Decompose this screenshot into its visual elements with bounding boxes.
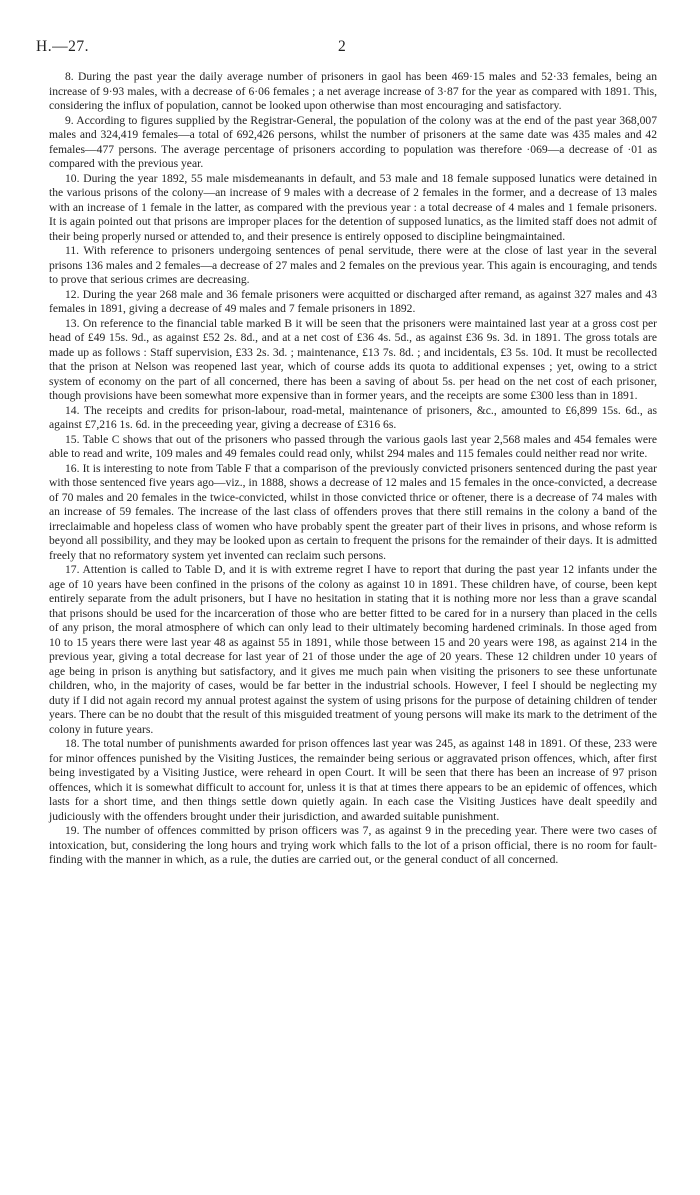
paragraph-13: 13. On reference to the financial table marked B it will be seen that the prisoners were maintained last year at a gross cost per head of £49 15s. 9d., as against £52 2s. 8d., and at a net cost of £36 4s. 5d., as against £36 9s. 3d. in 1891. The gross totals are made up as follows : Staff supervision, £33 2s. 3d. ; maintenance, £13 7s. 8d. ; and incidentals, £3 5s. 10d. It must be recollected that the prison at Nelson was reopened last year, which of course adds its quota to additional expenses ; yet, owing to a strict system of economy on the part of all concerned, there has been a saving of about 5s. per head on the net cost of each prisoner, though provisions have been somewhat more expensive than in former years, and the receipts are some £300 less than in 1891. <box>49 316 657 402</box>
paragraph-8: 8. During the past year the daily average number of prisoners in gaol has been 469·15 males and 52·33 females, being an increase of 9·93 males, with a decrease of 6·06 females ; a net average increase of 3·87 for the year as compared with 1891. This, considering the influx of population, cannot be looked upon otherwise than most encouraging and satisfactory. <box>49 70 657 112</box>
paragraph-9: 9. According to figures supplied by the Registrar-General, the population of the colony was at the end of the past year 368,007 males and 324,419 females—a total of 692,426 persons, whilst the number of prisoners at the same date was 435 males and 42 females—477 persons. The average percentage of prisoners according to population was therefore ·069—a decrease of ·01 as compared with the previous year. <box>49 113 657 170</box>
page-header <box>36 38 664 58</box>
report-body <box>49 70 657 868</box>
document-reference: H.—27. <box>36 38 89 55</box>
paragraph-19: 19. The number of offences committed by prison officers was 7, as against 9 in the preceding year. There were two cases of intoxication, but, considering the long hours and trying work which falls to the lot of a prison official, there is no room for fault-finding with the manner in which, as a rule, the duties are carried out, or the general conduct of all concerned. <box>49 824 657 866</box>
paragraph-12: 12. During the year 268 male and 36 female prisoners were acquitted or discharged after remand, as against 327 males and 43 females in 1891, giving a decrease of 49 males and 7 female prisoners in 1892. <box>49 287 657 315</box>
paragraph-10: 10. During the year 1892, 55 male misdemeanants in default, and 53 male and 18 female supposed lunatics were detained in the various prisons of the colony—an increase of 9 males with a decrease of 2 females in the former, and a decrease of 13 males with an increase of 1 female in the latter, as compared with the previous year : a total decrease of 4 males and 1 female prisoners. It is again pointed out that prisons are improper places for the detention of supposed lunatics, as the limited staff does not admit of their being properly nursed or attended to, and their presence is entirely opposed to discipline beingmaintained. <box>49 171 657 243</box>
paragraph-16: 16. It is interesting to note from Table F that a comparison of the previously convicted prisoners sentenced during the past year with those sentenced five years ago—viz., in 1888, shows a decrease of 12 males and 15 females in the once-convicted, a decrease of 70 males and 20 females in the twice-convicted, whilst in those convicted thrice or oftener, there is a decrease of 74 males with an increase of 59 females. The increase of the last class of offenders proves that there still remains in the colony a band of the irreclaimable and hopeless class of women who have probably spent the greater part of their lives in prisons, and whose reform is beyond all possibility, and they may be looked upon as certain to frequent the prisons for the remainder of their days. It is admitted freely that no reformatory system yet invented can reclaim such persons. <box>49 461 657 562</box>
page-number: 2 <box>338 38 346 55</box>
paragraph-14: 14. The receipts and credits for prison-labour, road-metal, maintenance of prisoners, &c., amounted to £6,899 15s. 6d., as against £7,216 1s. 6d. in the preceeding year, giving a decrease of £316 6s. <box>49 403 657 431</box>
paragraph-15: 15. Table C shows that out of the prisoners who passed through the various gaols last year 2,568 males and 454 females were able to read and write, 109 males and 49 females could read only, whilst 294 males and 115 females could neither read nor write. <box>49 432 657 460</box>
paragraph-17: 17. Attention is called to Table D, and it is with extreme regret I have to report that during the past year 12 infants under the age of 10 years have been confined in the prisons of the colony as against 10 in 1891. These children have, of course, been kept entirely separate from the adult prisoners, but I have no hesitation in stating that it is nothing more nor less than a grave scandal that prisons should be used for the incarceration of those who are better fitted to be cared for in a nursery than placed in the cells of any prison, the moral atmosphere of which can only lead to their ultimately becoming hardened criminals. In those aged from 10 to 15 years there were last year 48 as against 55 in 1891, while those between 15 and 20 years were 198, as against 214 in the previous year, giving a total decrease for last year of 21 of those under the age of 20 years. These 12 children under 10 years of age being in prison is anything but satisfactory, and it gives me much pain when visiting the prisoners to see these unfortunate children, who, in the majority of cases, would be far better in the industrial schools. However, I feel I should be neglecting my duty if I did not again record my annual protest against the system of using prisons for the purpose of detaining children of tender years. There can be no doubt that the result of this misguided treatment of young persons will make its mark to the detriment of the colony in future years. <box>49 563 657 736</box>
paragraph-11: 11. With reference to prisoners undergoing sentences of penal servitude, there were at the close of last year in the several prisons 136 males and 2 females—a decrease of 27 males and 2 females on the previous year. This again is encouraging, and tends to prove that serious crimes are decreasing. <box>49 244 657 286</box>
paragraph-18: 18. The total number of punishments awarded for prison offences last year was 245, as against 148 in 1891. Of these, 233 were for minor offences punished by the Visiting Justices, the remainder being serious or aggravated prison offences, which, after first being investigated by a Visiting Justice, were reheard in open Court. It will be seen that there has been an increase of 97 prison offences, which it is somewhat difficult to account for, unless it is that at times there appears to be an epidemic of offences, which lasts for a short time, and then things settle down quietly again. In each case the Visiting Justices have dealt speedily and judiciously with the offenders brought under their jurisdiction, and awarded suitable punishment. <box>49 737 657 823</box>
